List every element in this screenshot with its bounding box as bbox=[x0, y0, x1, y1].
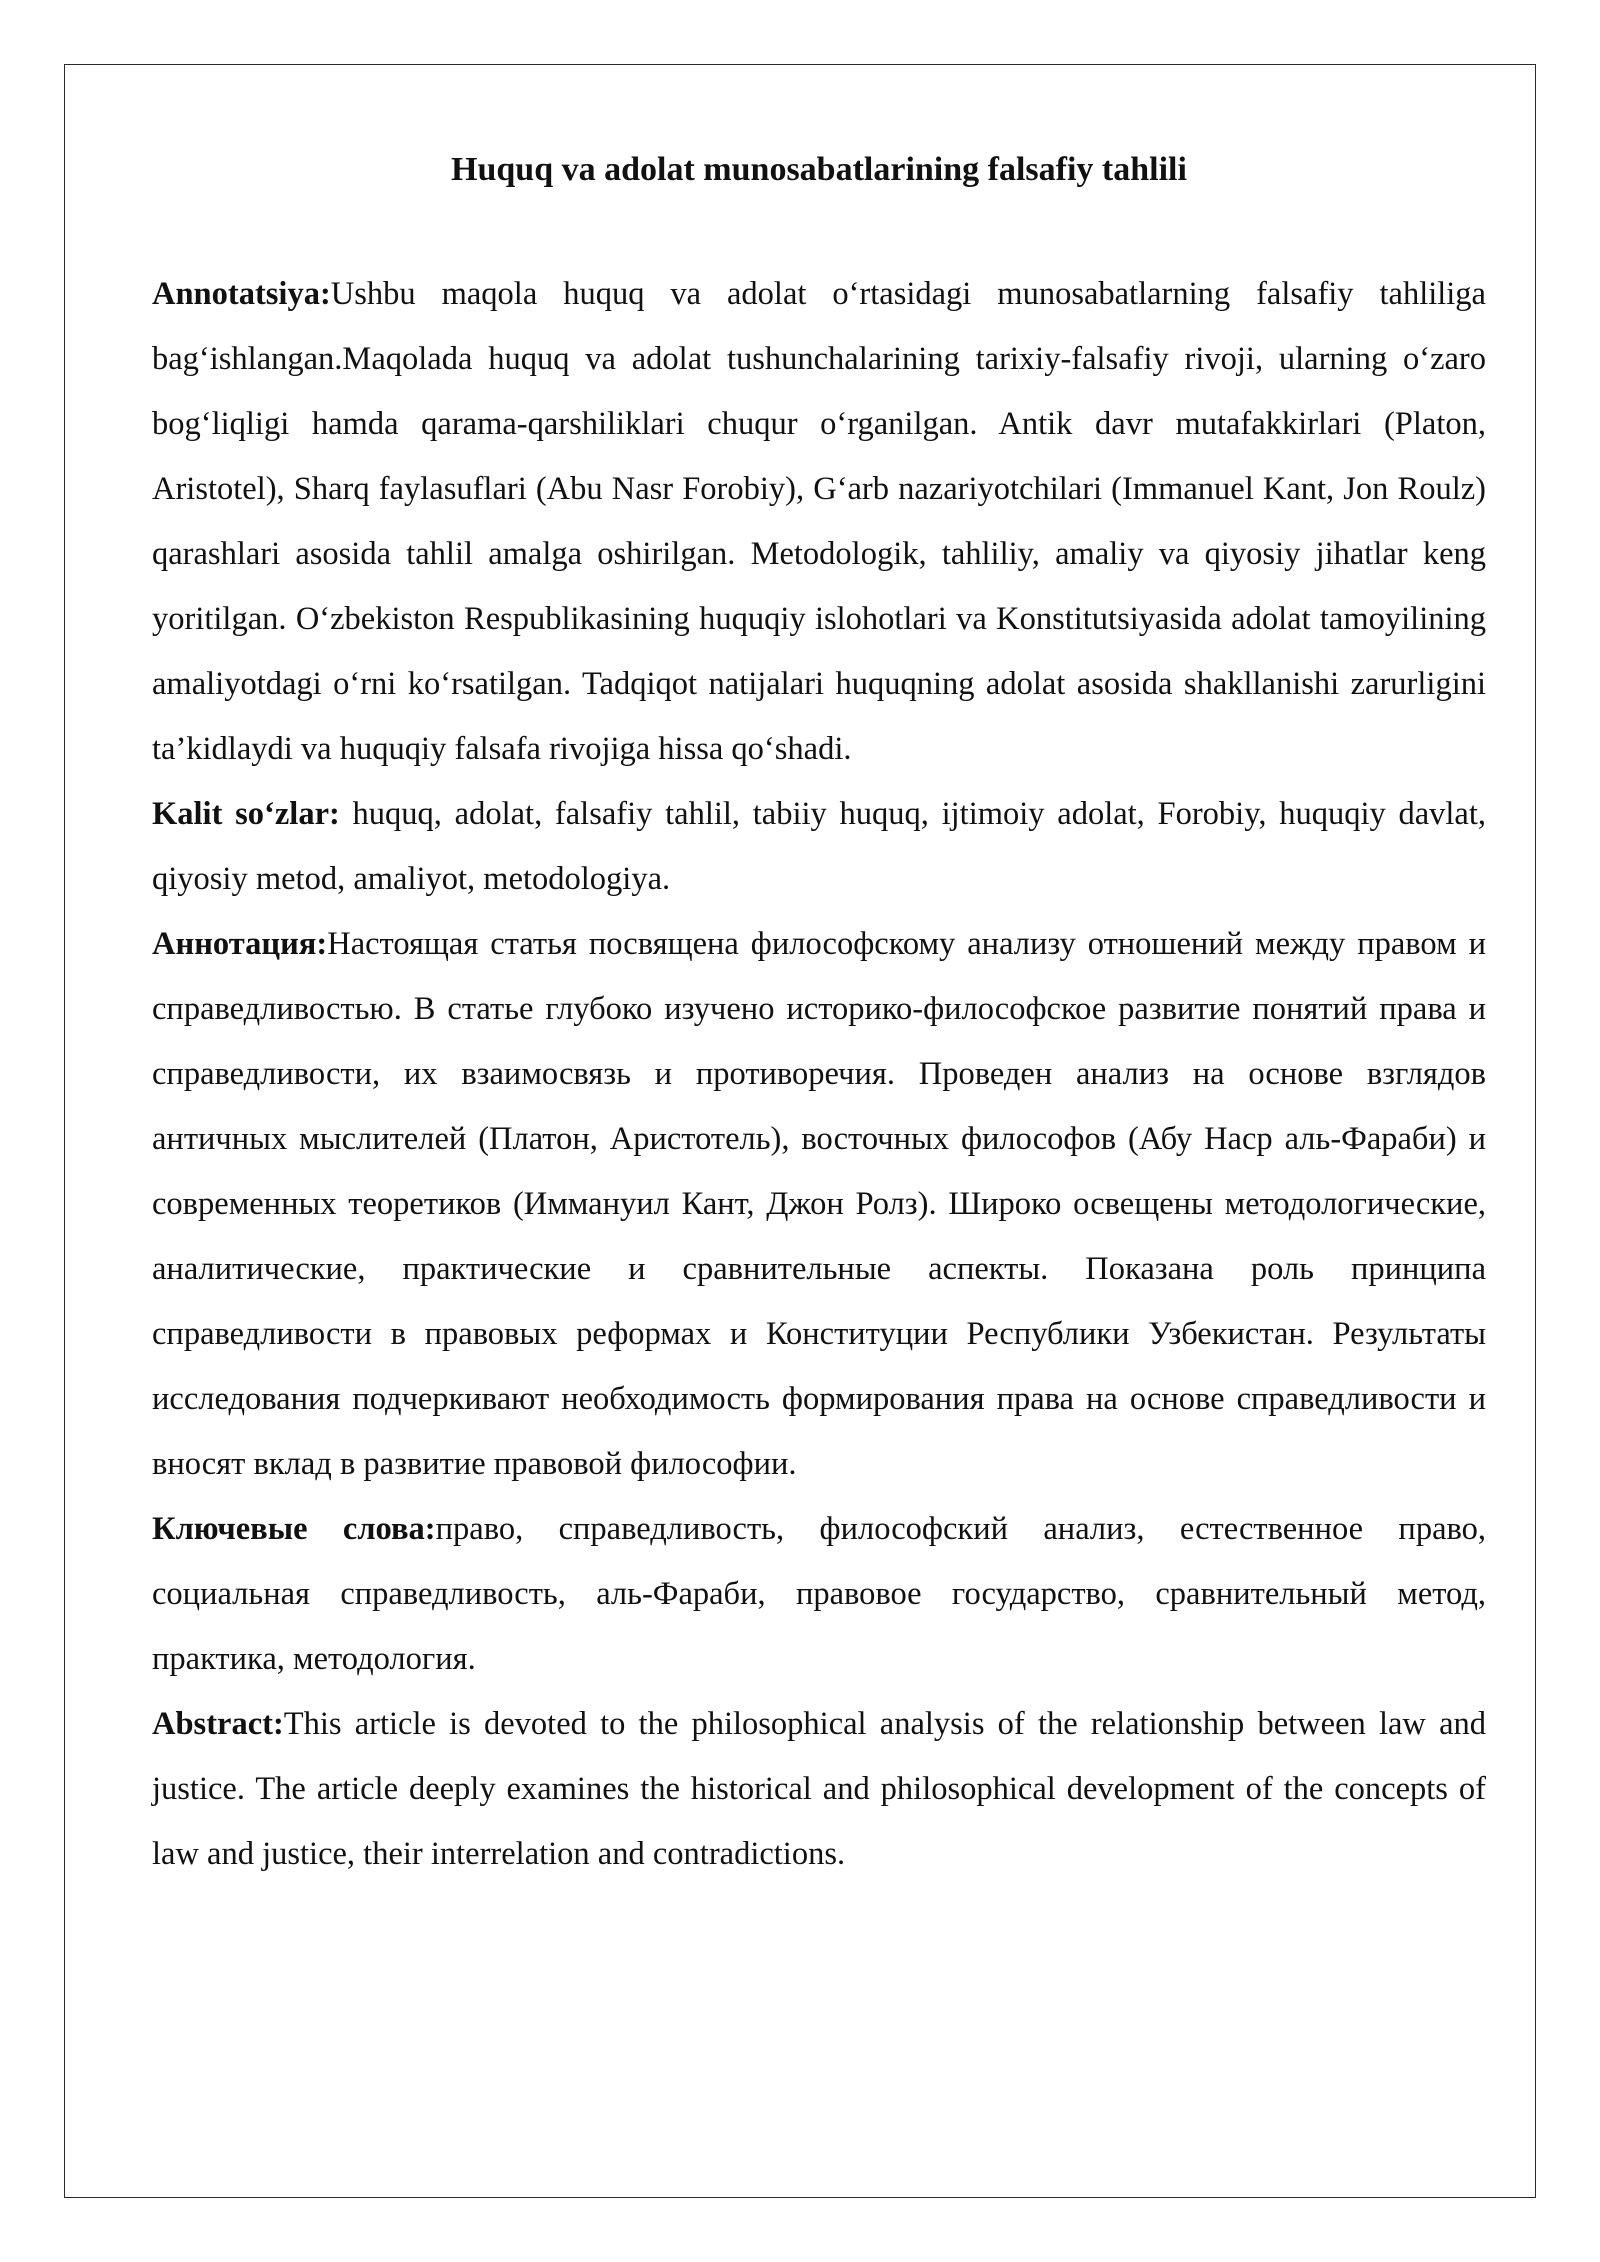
keywords-ru-paragraph bbox=[152, 1497, 1486, 1692]
document-body bbox=[152, 150, 1486, 1887]
keywords-uz-text: huquq, adolat, falsafiy tahlil, tabiiy huquq, ijtimoiy adolat, Forobiy, huquqiy davlat, qiyosiy metod, amaliyot, metodologiya. bbox=[152, 796, 1486, 897]
annotation-ru-text: Настоящая статья посвящена философскому анализу отношений между правом и справедливостью. В статье глубоко изучено историко-философское развитие понятий права и справедливости, их взаимосвязь и противоречия. Проведен анализ на основе взглядов античных мыслителей (Платон, Аристотель), восточных философов (Абу Наср аль-Фараби) и современных теоретиков (Иммануил Кант, Джон Ролз). Широко освещены методологические, аналитические, практические и сравнительные аспекты. Показана роль принципа справедливости в правовых реформах и Конституции Республики Узбекистан. Результаты исследования подчеркивают необходимость формирования права на основе справедливости и вносят вклад в развитие правовой философии. bbox=[152, 926, 1486, 1482]
abstract-en-paragraph bbox=[152, 1692, 1486, 1887]
document-title: Huquq va adolat munosabatlarining falsafiy tahlili bbox=[451, 151, 1187, 188]
annotation-uz-text: Ushbu maqola huquq va adolat oʻrtasidagi munosabatlarning falsafiy tahliliga bagʻishlangan.Maqolada huquq va adolat tushunchalarining tarixiy-falsafiy rivoji, ularning oʻzaro bogʻliqligi hamda qarama-qarshiliklari chuqur oʻrganilgan. Antik davr mutafakkirlari (Platon, Aristotel), Sharq faylasuflari (Abu Nasr Forobiy), Gʻarb nazariyotchilari (Immanuel Kant, Jon Roulz) qarashlari asosida tahlil amalga oshirilgan. Metodologik, tahliliy, amaliy va qiyosiy jihatlar keng yoritilgan. Oʻzbekiston Respublikasining huquqiy islohotlari va Konstitutsiyasida adolat tamoyilining amaliyotdagi oʻrni koʻrsatilgan. Tadqiqot natijalari huquqning adolat asosida shakllanishi zarurligini ta’kidlaydi va huquqiy falsafa rivojiga hissa qoʻshadi. bbox=[152, 276, 1486, 767]
abstract-en-text: This article is devoted to the philosophical analysis of the relationship between law and justice. The article deeply examines the historical and philosophical development of the concepts of law and justice, their interrelation and contradictions. bbox=[152, 1706, 1486, 1872]
abstract-en-label: Abstract: bbox=[152, 1706, 284, 1742]
annotation-ru-paragraph bbox=[152, 912, 1486, 1497]
annotation-uz-label: Annotatsiya: bbox=[152, 276, 331, 312]
annotation-ru-label: Аннотация: bbox=[152, 926, 328, 962]
keywords-uz-paragraph bbox=[152, 782, 1486, 912]
keywords-ru-label: Ключевые слова: bbox=[152, 1511, 436, 1547]
annotation-uz-paragraph bbox=[152, 262, 1486, 782]
keywords-ru-text: право, справедливость, философский анализ, естественное право, социальная справедливость, аль-Фараби, правовое государство, сравнительный метод, практика, методология. bbox=[152, 1511, 1486, 1677]
keywords-uz-label: Kalit soʻzlar: bbox=[152, 796, 340, 832]
